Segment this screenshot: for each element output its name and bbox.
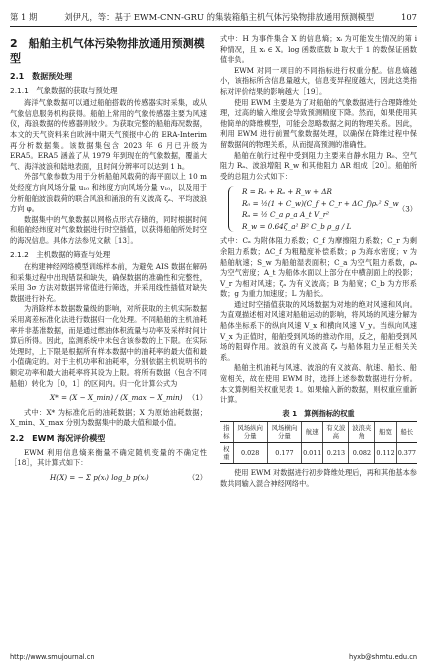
equation-1: [10, 393, 207, 404]
paragraph: 数据集中的气象数据以网格点形式存储的，同时根据时间和船舶经纬度对气象数据进行时空插值，以获得船舶所处时空的海况信息。具体方法参见文献［13］。: [10, 214, 207, 245]
subsubsection-2-1-1: 2.1.1 气象数据的获取与预处理: [10, 85, 118, 95]
table-header-cell: 航速: [302, 422, 323, 443]
table-caption: 表 1 算例指标的权重: [282, 408, 355, 418]
table-header-cell: 风场纵向分量: [233, 422, 267, 443]
right-column: [220, 34, 417, 490]
table-header-cell: 船宽: [375, 422, 396, 443]
paragraph: 式中：Cₐ 为附体阻力系数；C_f 为摩擦阻力系数；C_r 为剩余阻力系数；ΔC_f 为粗糙度补偿系数；ρ 为海水密度；v 为船舶航速；S_w 为船舶湿表面积；C_a 为空气阻力系数，ρₐ 为空气密度；A_t 为船体水面以上部分在中横剖面上的投影；V_r 为相对风速；ζₐ 为有义波高；B 为船宽；C_b 为方形系数；g 为重力加速度；L 为船长。: [220, 236, 417, 299]
journal-url: http://www.smujournal.cn: [10, 653, 95, 661]
table-cell: 0.082: [349, 443, 375, 464]
paragraph: EWM 利用信息熵来衡量不确定随机变量的不确定性［18］，其计算式如下：: [10, 447, 207, 468]
equation-2-body: H(X) = − Σ p(xᵢ) log_b p(xᵢ): [50, 472, 149, 482]
header-rule: [10, 26, 417, 27]
equation-1-body: X* = (X − X_min) / (X_max − X_min): [50, 393, 183, 403]
subsection-2-1: 2.1 数据预处理: [10, 72, 73, 81]
section-heading: 2 船舶主机气体污染物排放通用预测模型: [10, 37, 205, 65]
equation-1-number: （1）: [188, 393, 207, 403]
issue-number: 第 1 期: [10, 12, 38, 22]
table-header-cell: 有义波高: [323, 422, 349, 443]
table-header-cell: 风场横向分量: [267, 422, 301, 443]
equation-3: [220, 186, 417, 232]
equation-2: [10, 473, 207, 484]
table-cell: 0.213: [323, 443, 349, 464]
paragraph: 式中：X* 为标准化后的油耗数据；X 为原始油耗数据；X_min、X_max 分别为数据集中的最大值和最小值。: [10, 407, 207, 428]
journal-email: hyxb@shmtu.edu.cn: [349, 653, 417, 661]
running-header: [10, 10, 417, 24]
equation-3-line: R_w = 0.64ζ_a² B² C_b ρ_g / L: [242, 221, 352, 231]
paragraph: 通过时空插值获取的风场数据为对地的绝对风速和风向。为直观描述相对风速对船舶运动的影响，将风场的风速分解为船体坐标系下的纵向风速 V_x 和横向风速 V_y。当纵向风速 V_x 为正值时，船舶受到风场的推动作用，反之，船舶受到风场的阻碍作用。波浪的有义波高 ζₐ 与船体阻力呈正相关关系。: [220, 299, 417, 362]
table-header-row: [220, 422, 417, 443]
paragraph: 为消除样本数据数量级的影响，对所获取的主机实际数据采用离差标准化法进行数据归一化处理。不同船舶的主机油耗率并非基准数据，而是通过燃油体积流量与功率及采样时间计算后所得。因此，监测系统中未包含该参数的上下限。在实际处理时，上下限是根据所有样本数据中的油耗率的最大值和最小值确定的。对于主机功率和油耗率，分别依据主机说明书的额定功率和最大油耗率将其设为上限。将所有数据（包含不同船舶）转化为［0，1］的区间内。归一化计算公式为: [10, 304, 207, 388]
subsection-2-2: 2.2 EWM 海况评价模型: [10, 434, 106, 443]
equation-3-line: R₀ = ½(1 + C_w)(C_f + C_r + ΔC_f)ρᵥ² S_w: [242, 198, 399, 208]
left-column: [10, 34, 207, 487]
paragraph: 在构建神经网络模型训练样本前，为避免 AIS 数据在解码和采集过程中出现错误和缺失，确保数据的准确性和完整性，采用 3σ 方法对数据异常值进行筛选，并采用线性插值对缺失数据进行补充。: [10, 262, 207, 303]
paragraph: EWM 对同一项目的不同指标进行权重分配。信息熵越小，该指标所含信息量越大，信息变异程度越大，因此这类指标对评价结果的影响越大［19］。: [220, 65, 417, 96]
paragraph: 使用 EWM 主要是为了对船舶的气象数据进行合理降维处理，过高的输入维度会导致预测精度下降。然而，如果使用其他简单的降维模型，可能会忽略数据之间的物理关系。因此，利用 EWM 进行前置气象数据处理，以确保在降维过程中保留数据间的物理关系，从而提高预测的准确性。: [220, 97, 417, 149]
running-title: 刘伊凡，等：基于 EWM-CNN-GRU 的集装箱船主机气体污染物排放通用预测模型: [64, 12, 375, 22]
equation-3-line: Rₐ = ½ C_a ρ_a A_t V_r²: [242, 210, 330, 220]
equation-3-number: （3）: [398, 204, 417, 214]
weights-table: [220, 421, 417, 464]
paragraph: 外部气象参数为用于分析船舶风载荷的海平面以上 10 m 处经度方向风场分量 u₁₀ 和纬度方向风场分量 v₁₀，以及用于分析船舶波浪载荷的联合风浪和涌浪的有义波高 ζₐ、平均波浪方向 φ。: [10, 172, 207, 214]
paragraph: 船舶在航行过程中受到阻力主要来自静水阻力 R₀、空气阻力 Rₐ、波浪增阻 R_w 和其他阻力 ΔR 组成［20］。船舶所受的总阻力公式如下：: [220, 150, 417, 181]
equation-2-number: （2）: [188, 472, 207, 482]
table-cell: 0.011: [302, 443, 323, 464]
table-header-cell: 指标: [220, 422, 233, 443]
table-cell: 0.112: [375, 443, 396, 464]
page-number: 107: [401, 12, 417, 22]
table-cell: 0.377: [396, 443, 417, 464]
paragraph: 船舶主机油耗与风速、波浪的有义波高、航速、船长、船宽相关，故在使用 EWM 时，选择上述参数数据进行分析。本文算例相关权重见表 1。如果输入新的数据，则权重应重新计算。: [220, 363, 417, 405]
paragraph: 式中：H 为事件集合 X 的信息熵；xᵢ 为可能发生情况的第 i 种情况，且 xᵢ ∈ X。log 函数底数 b 取大于 1 的数保证函数值非负。: [220, 34, 417, 65]
equation-brace: [228, 186, 235, 232]
paragraph: 使用 EWM 对数据进行初步降维处理后，再和其他基本参数共同输入混合神经网络中。: [220, 468, 417, 488]
paragraph: 海洋气象数据可以通过船舶搭载的传感器实时采集，或从气象信息服务机构获得。船舶上常用的气象传感器主要为风速仪，海浪数据的传感器则较少。为获取完整的船舶海况数据，本文的天气资料来自欧洲中期天气预报中心的 ERA-Interim 再分析数据集。该数据集包含 2023 年 6 月已升级为 ERA5。ERA5 涵盖了从 1979 年到现在的气象数据，覆盖大气、海洋波浪和陆地表面，且时间分辨率可以达到 1 h。: [10, 98, 207, 171]
page-footer: [10, 653, 417, 661]
table-cell: 0.177: [267, 443, 301, 464]
equation-3-line: R = R₀ + Rₐ + R_w + ΔR: [242, 187, 332, 197]
table-row: [220, 443, 417, 464]
table-header-cell: 波浪夹角: [349, 422, 375, 443]
table-cell: 权重: [220, 443, 233, 464]
table-header-cell: 船长: [396, 422, 417, 443]
subsubsection-2-1-2: 2.1.2 主机数据的筛查与处理: [10, 249, 111, 259]
table-cell: 0.028: [233, 443, 267, 464]
